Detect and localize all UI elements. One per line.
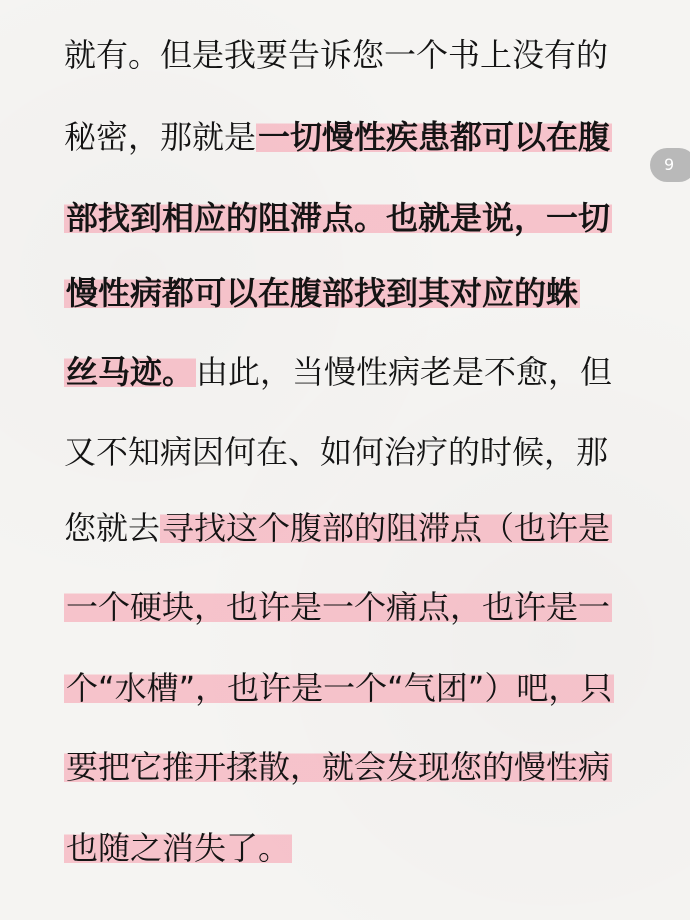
text-line-11: [64, 818, 292, 878]
text-segment: 秘密，那就是: [64, 118, 257, 156]
highlighted-text: 寻找这个腹部的阻滞点（也许是: [162, 509, 611, 547]
highlighted-bold-text: 丝马迹。: [66, 353, 195, 391]
highlighted-bold-text: 一切慢性疾患都可以在腹: [258, 118, 611, 156]
text-line-4: [64, 263, 580, 323]
text-line-2: [64, 107, 612, 167]
text-segment: 又不知病因何在、如何治疗的时候，那: [64, 433, 609, 471]
text-line-3: [64, 188, 612, 248]
highlighted-text: 个“水槽”，也许是一个“气团”）吧，只: [66, 669, 613, 707]
text-line-5: [64, 342, 612, 402]
page-number-badge: 9: [650, 148, 690, 182]
highlighted-bold-text: 部找到相应的阻滞点。也就是说，一切: [66, 199, 611, 237]
text-segment: 就有。但是我要告诉您一个书上没有的: [64, 36, 609, 74]
text-line-10: [64, 737, 612, 797]
text-segment: 您就去: [64, 509, 161, 547]
text-line-6: [64, 422, 608, 482]
highlighted-text: 也随之消失了。: [66, 829, 291, 867]
highlighted-bold-text: 慢性病都可以在腹部找到其对应的蛛: [66, 274, 579, 312]
text-line-9: [64, 658, 614, 718]
text-segment: 由此，当慢性病老是不愈，但: [196, 353, 613, 391]
highlighted-text: 要把它推开揉散，就会发现您的慢性病: [66, 748, 611, 786]
text-line-7: [64, 498, 612, 558]
text-line-8: [64, 577, 612, 637]
highlighted-text: 一个硬块，也许是一个痛点，也许是一: [66, 588, 611, 626]
text-line-1: [64, 25, 608, 85]
